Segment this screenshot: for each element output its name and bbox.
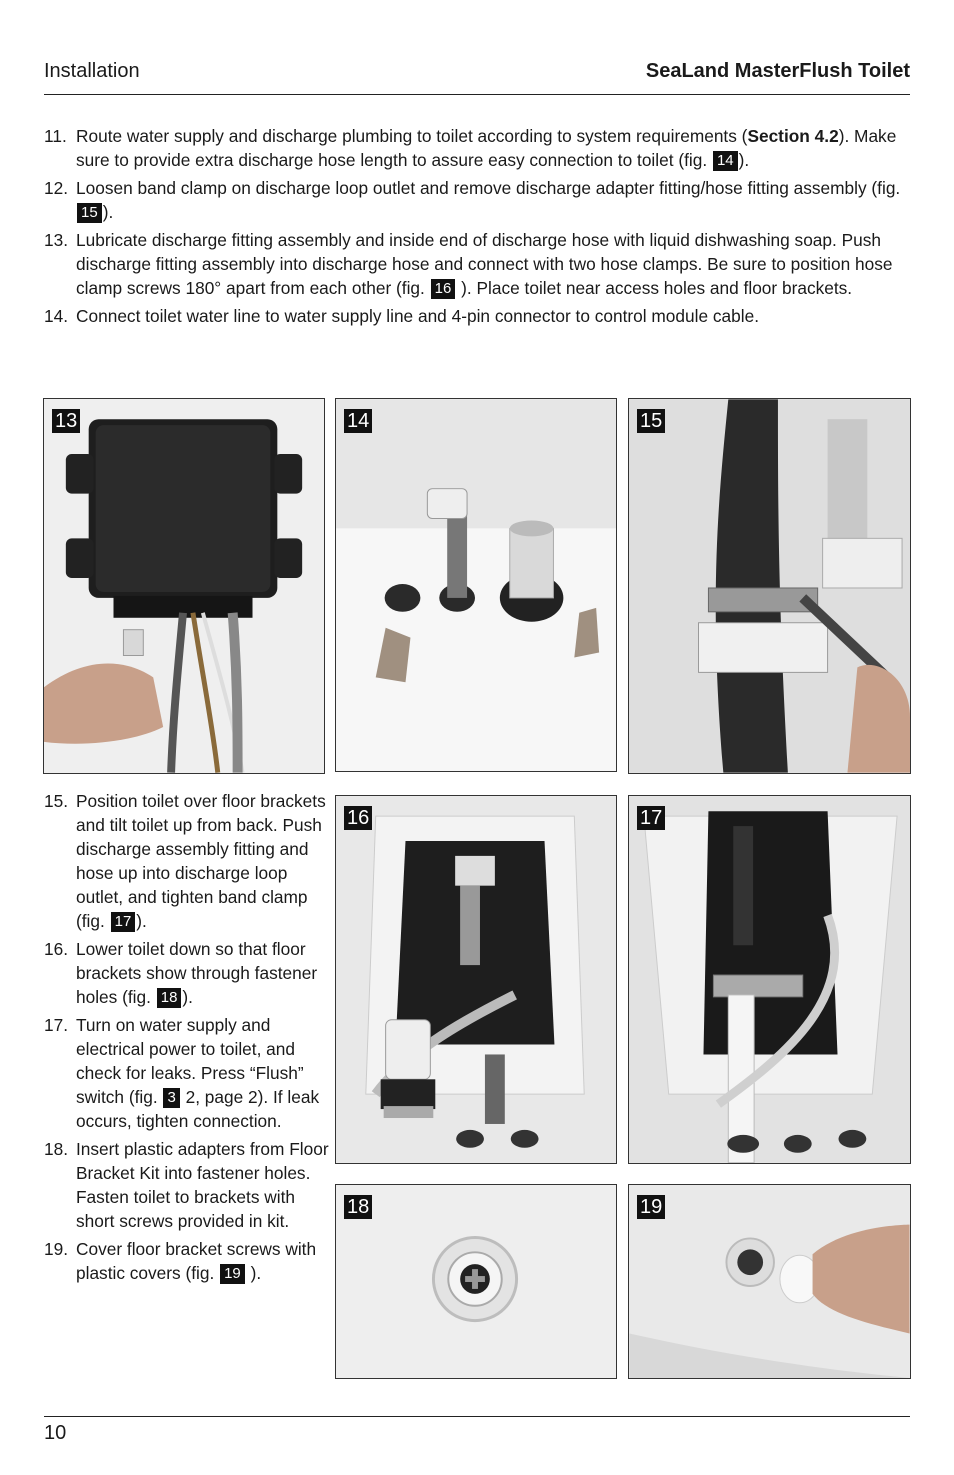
step-15: 15. Position toilet over floor brackets and tilt toilet up from back. Push discharge assembly fitting and hose up into discharge loop outlet, and tighten band clamp (fig. 17 ). [44,791,326,931]
figure-13: 13 [43,398,325,774]
fig-ref-15: 15 [77,203,102,223]
fig-ref-16: 16 [431,279,456,299]
section-title: Installation [44,60,140,82]
figure-15: 15 [628,398,911,774]
page-number: 10 [44,1422,67,1444]
step-12: 12. Loosen band clamp on discharge loop outlet and remove discharge adapter fitting/hose fitting assembly (fig. 15 ). [44,178,901,222]
control-module-photo [44,399,324,773]
fig-ref-3: 3 [163,1088,179,1108]
step-16: 16. Lower toilet down so that floor brackets show through fastener holes (fig. 18 ). [44,939,318,1007]
toilet-tilted-photo [336,796,616,1163]
fig-ref-19: 19 [220,1264,245,1284]
figure-14: 14 [335,398,617,772]
step-11: 11. Route water supply and discharge plumbing to toilet according to system requirements (Section 4.2). Make sure to provide extra discharge hose length to assure easy connection to toilet (fig. 14 ). [44,126,897,170]
band-clamp-photo [629,399,910,773]
fig-ref-18: 18 [157,988,182,1008]
fig-ref-14: 14 [713,151,738,171]
product-title: SeaLand MasterFlush Toilet [645,60,910,82]
step-13: 13. Lubricate discharge fitting assembly and inside end of discharge hose with liquid dishwashing soap. Push discharge fitting assembly into discharge hose and connect with two hose clamps. Be sure to position hose clamp screws 180° apart from each other (fig. 16 ). Place toilet near access holes and floor brackets. [44,230,893,298]
top-steps-list [44,124,914,332]
fig-ref-17: 17 [111,912,136,932]
step-19: 19. Cover floor bracket screws with plastic covers (fig. 19 ). [44,1239,317,1283]
figure-16: 16 [335,795,617,1164]
page-header [44,60,910,95]
figure-17: 17 [628,795,911,1164]
figure-19: 19 [628,1184,911,1379]
access-holes-photo [336,399,616,771]
discharge-hose-photo [629,796,910,1163]
figure-18: 18 [335,1184,617,1379]
step-18: 18. Insert plastic adapters from Floor Bracket Kit into fastener holes. Fasten toilet to brackets with short screws provided in kit. [44,1139,329,1231]
fastener-hole-photo [336,1185,616,1378]
step-14: 14. Connect toilet water line to water supply line and 4-pin connector to control module cable. [44,306,759,326]
side-steps-list [44,789,329,1289]
screw-cover-photo [629,1185,910,1378]
step-17: 17. Turn on water supply and electrical power to toilet, and check for leaks. Press “Flush” switch (fig. 3 2, page 2). If leak occurs, tighten connection. [44,1015,320,1131]
footer-rule [44,1416,910,1417]
